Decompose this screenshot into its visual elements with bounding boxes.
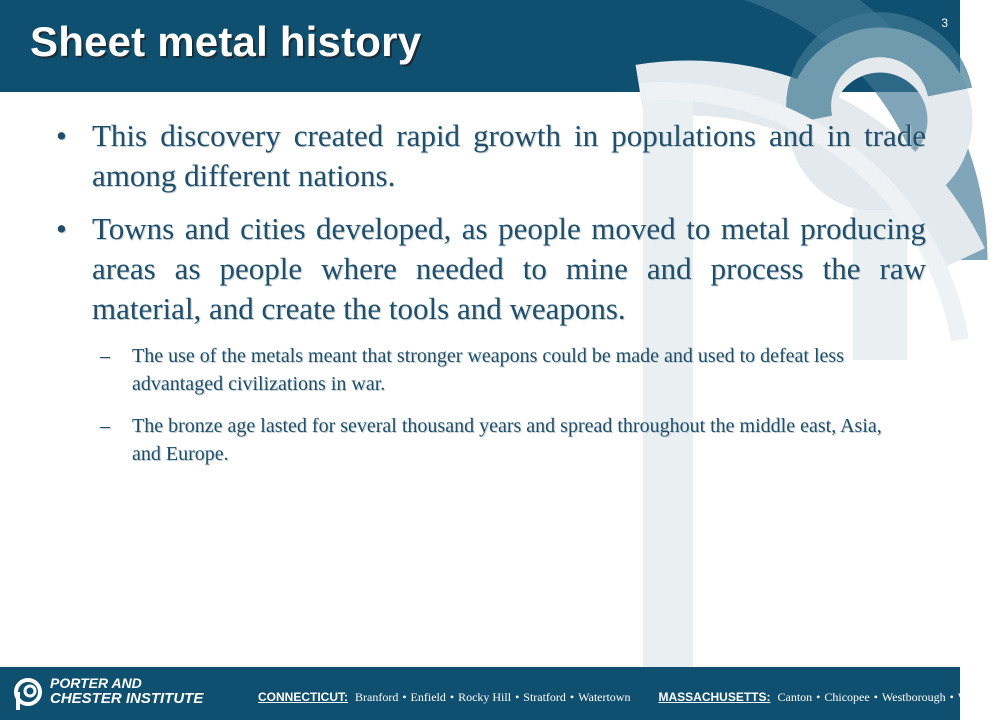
- footer-brand: [50, 675, 203, 707]
- porter-chester-logo-icon: [10, 676, 46, 712]
- footer-locations: [258, 690, 996, 705]
- state-label-connecticut: CONNECTICUT:: [258, 690, 348, 704]
- separator-dot: •: [873, 690, 878, 704]
- slide-content: [56, 116, 926, 482]
- bullet-text: Towns and cities developed, as people moved to metal producing areas as people where needed to mine and process the raw material, and create the tools and weapons.: [92, 211, 926, 326]
- bullet-mark: •: [56, 211, 67, 246]
- state-label-massachusetts: MASSACHUSETTS:: [658, 690, 771, 704]
- slide-number: 3: [941, 16, 948, 30]
- separator-dot: •: [949, 690, 954, 704]
- city-name: Westborough: [881, 690, 946, 704]
- city-name: Rocky Hill: [458, 690, 512, 704]
- bullet-item: [56, 209, 926, 329]
- separator-dot: •: [569, 690, 575, 704]
- separator-dot: •: [816, 690, 821, 704]
- sub-bullet-text: The bronze age lasted for several thousand years and spread throughout the middle east, Asia, and Europe.: [132, 415, 882, 465]
- bullet-mark: •: [56, 118, 67, 153]
- sub-bullet-mark: –: [100, 345, 110, 367]
- sub-bullet-text: The use of the metals meant that stronger weapons could be made and used to defeat less advantaged civilizations in war.: [132, 345, 844, 395]
- city-name: Enfield: [410, 690, 446, 704]
- slide-title: Sheet metal history: [30, 18, 422, 65]
- brand-line2: CHESTER INSTITUTE: [50, 690, 204, 707]
- city-name: Branford: [355, 690, 399, 704]
- separator-dot: •: [515, 690, 520, 704]
- sub-bullet-item: [56, 342, 892, 398]
- sub-bullet-mark: –: [100, 415, 110, 437]
- city-name: Stratford: [523, 690, 566, 704]
- city-name: Canton: [777, 690, 813, 704]
- bullet-text: This discovery created rapid growth in populations and in trade among different nations.: [92, 118, 926, 193]
- city-name: Watertown: [578, 690, 631, 704]
- separator-dot: •: [449, 690, 455, 704]
- brand-line1: PORTER AND: [50, 675, 142, 691]
- bullet-item: [56, 116, 926, 196]
- city-name: Woburn: [957, 690, 996, 704]
- separator-dot: •: [402, 690, 407, 704]
- city-name: Chicopee: [824, 690, 870, 704]
- sub-bullet-item: [56, 412, 892, 468]
